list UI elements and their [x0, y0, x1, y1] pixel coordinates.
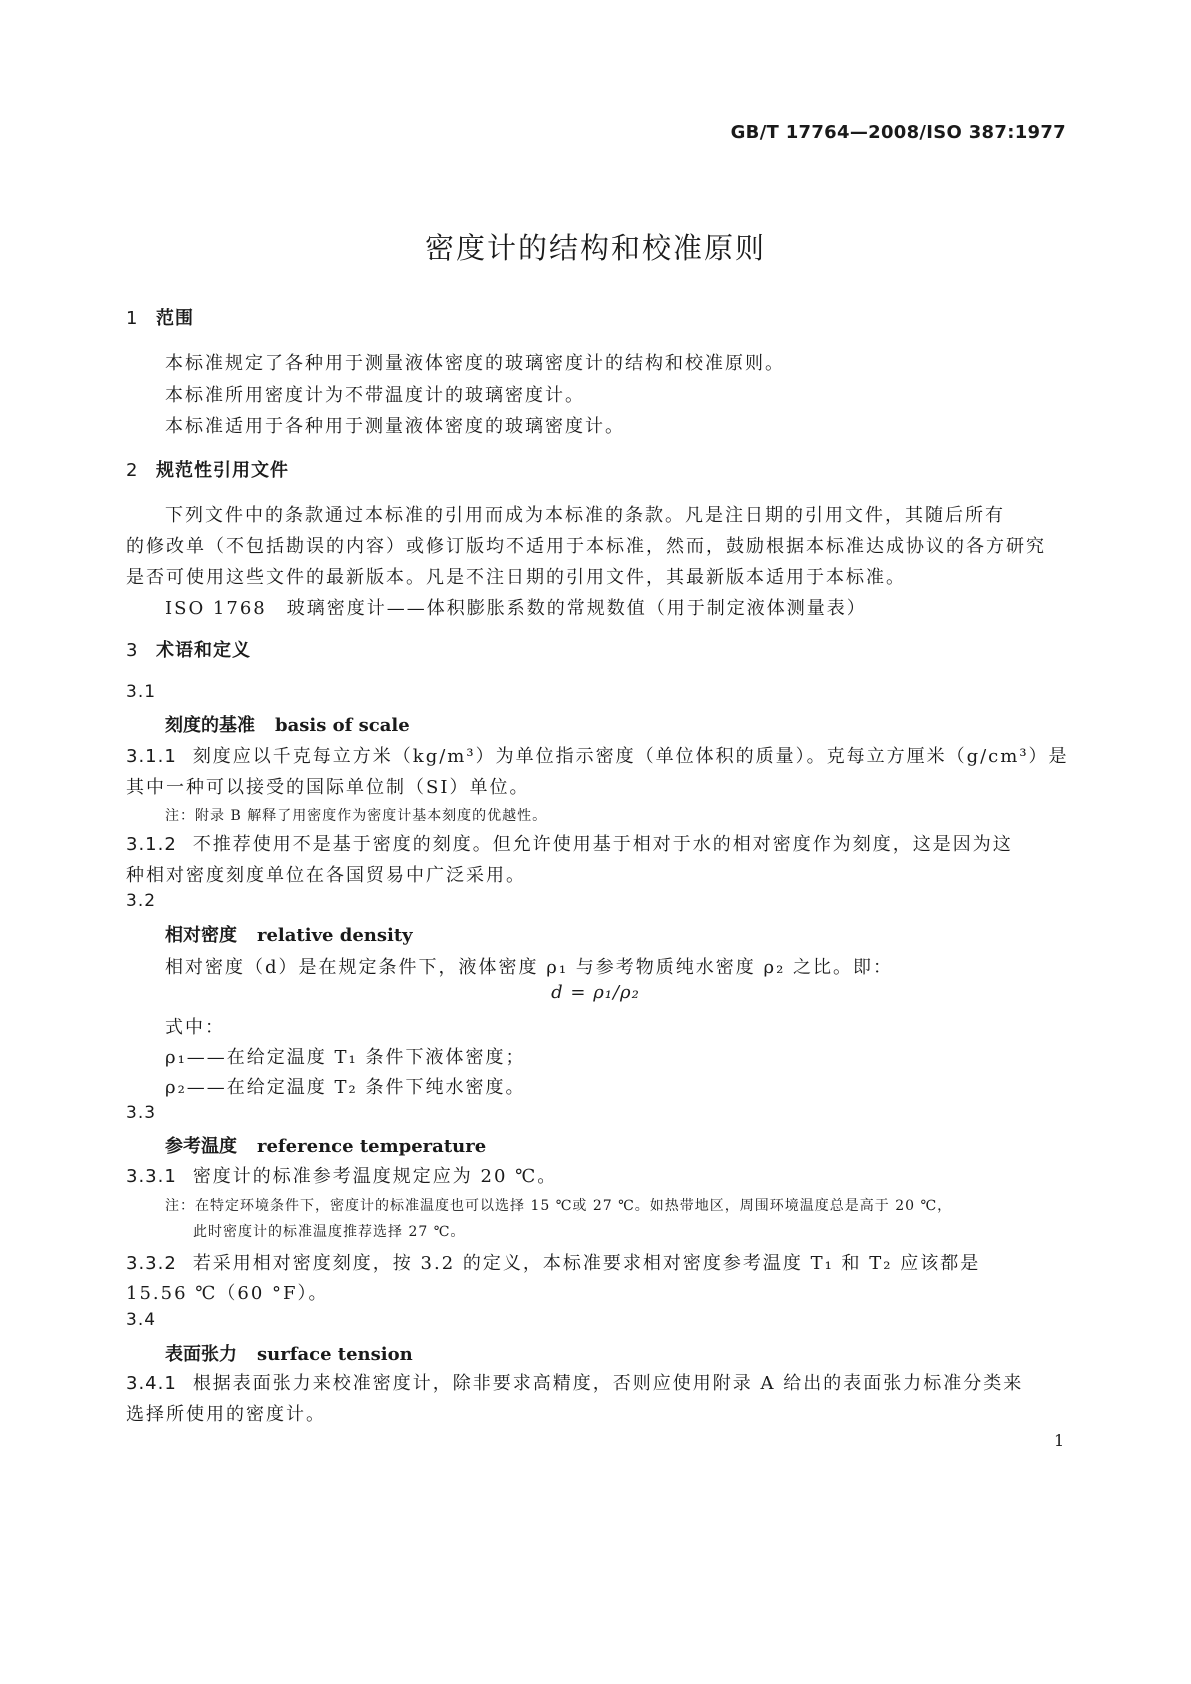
clause-3-1-1	[126, 742, 1069, 768]
clause-3-1-1-continued: 其中一种可以接受的国际单位制（SI）单位。	[126, 777, 530, 798]
clause-text: 若采用相对密度刻度，按 3.2 的定义，本标准要求相对密度参考温度 T₁ 和 T₂ 应该都是	[192, 1253, 981, 1274]
clause-label: 3.1.1	[126, 746, 177, 767]
normative-reference: ISO 1768 玻璃密度计——体积膨胀系数的常规数值（用于制定液体测量表）	[165, 598, 867, 619]
paragraph-line: 下列文件中的条款通过本标准的引用而成为本标准的条款。凡是注日期的引用文件，其随后所有	[165, 505, 1005, 526]
clause-text: 不推荐使用不是基于密度的刻度。但允许使用基于相对于水的相对密度作为刻度，这是因为这	[192, 834, 1013, 855]
paragraph-line: 是否可使用这些文件的最新版本。凡是不注日期的引用文件，其最新版本适用于本标准。	[126, 567, 906, 588]
clause-3-4-1	[126, 1369, 1023, 1395]
clause-3-3-1	[126, 1162, 557, 1188]
section-title: 规范性引用文件	[156, 460, 289, 481]
clause-number-3-3: 3.3	[126, 1103, 157, 1123]
clause-label: 3.1.2	[126, 834, 177, 855]
document-title: 密度计的结构和校准原则	[424, 231, 766, 265]
clause-number-3-2: 3.2	[126, 891, 157, 911]
clause-text: 根据表面张力来校准密度计，除非要求高精度，否则应使用附录 A 给出的表面张力标准分类来	[192, 1373, 1024, 1394]
paragraph: 本标准规定了各种用于测量液体密度的玻璃密度计的结构和校准原则。	[165, 353, 785, 374]
term-zh: 参考温度	[165, 1136, 237, 1157]
clause-3-4-1-continued: 选择所使用的密度计。	[126, 1404, 326, 1425]
paragraph-line: 的修改单（不包括勘误的内容）或修订版均不适用于本标准，然而，鼓励根据本标准达成协议的各方研究	[126, 536, 1046, 557]
term-3-4	[165, 1340, 413, 1366]
term-en: reference temperature	[257, 1136, 487, 1157]
variable-definition: ρ₂——在给定温度 T₂ 条件下纯水密度。	[165, 1077, 526, 1098]
term-3-1	[165, 711, 410, 737]
term-3-2	[165, 921, 413, 947]
clause-text: 密度计的标准参考温度规定应为 20 ℃。	[192, 1166, 558, 1187]
clause-number-3-1: 3.1	[126, 682, 157, 702]
definition-relative-density: 相对密度（d）是在规定条件下，液体密度 ρ₁ 与参考物质纯水密度 ρ₂ 之比。即：	[165, 957, 894, 978]
page-number: 1	[1054, 1431, 1065, 1450]
variable-definition: ρ₁——在给定温度 T₁ 条件下液体密度；	[165, 1047, 526, 1068]
term-3-3	[165, 1132, 486, 1158]
standard-number: GB/T 17764—2008/ISO 387:1977	[730, 122, 1066, 143]
clause-3-1-2	[126, 830, 1013, 856]
section-1-heading	[126, 304, 194, 330]
section-title: 范围	[156, 308, 194, 329]
where-label: 式中：	[165, 1017, 225, 1038]
section-number: 2	[126, 460, 139, 481]
clause-label: 3.4.1	[126, 1373, 177, 1394]
section-3-heading	[126, 636, 251, 662]
note-continued: 此时密度计的标准温度推荐选择 27 ℃。	[193, 1224, 466, 1240]
clause-3-1-2-continued: 种相对密度刻度单位在各国贸易中广泛采用。	[126, 865, 526, 886]
term-en: surface tension	[257, 1344, 413, 1365]
term-zh: 刻度的基准	[165, 715, 255, 736]
term-en: relative density	[257, 925, 413, 946]
section-title: 术语和定义	[156, 640, 251, 661]
section-2-heading	[126, 456, 289, 482]
paragraph: 本标准适用于各种用于测量液体密度的玻璃密度计。	[165, 416, 625, 437]
note: 注：附录 B 解释了用密度作为密度计基本刻度的优越性。	[165, 808, 548, 824]
clause-text: 刻度应以千克每立方米（kg/m³）为单位指示密度（单位体积的质量）。克每立方厘米（g/cm³）是	[192, 746, 1069, 767]
note: 注：在特定环境条件下，密度计的标准温度也可以选择 15 ℃或 27 ℃。如热带地区，周围环境温度总是高于 20 ℃，	[165, 1198, 953, 1214]
paragraph: 本标准所用密度计为不带温度计的玻璃密度计。	[165, 385, 585, 406]
term-zh: 表面张力	[165, 1344, 237, 1365]
formula: d = ρ₁/ρ₂	[551, 982, 640, 1003]
clause-label: 3.3.1	[126, 1166, 177, 1187]
clause-3-3-2	[126, 1249, 980, 1275]
term-en: basis of scale	[275, 715, 410, 736]
clause-label: 3.3.2	[126, 1253, 177, 1274]
section-number: 3	[126, 640, 139, 661]
clause-3-3-2-continued: 15.56 ℃（60 °F）。	[126, 1283, 329, 1304]
section-number: 1	[126, 308, 139, 329]
clause-number-3-4: 3.4	[126, 1310, 157, 1330]
term-zh: 相对密度	[165, 925, 237, 946]
